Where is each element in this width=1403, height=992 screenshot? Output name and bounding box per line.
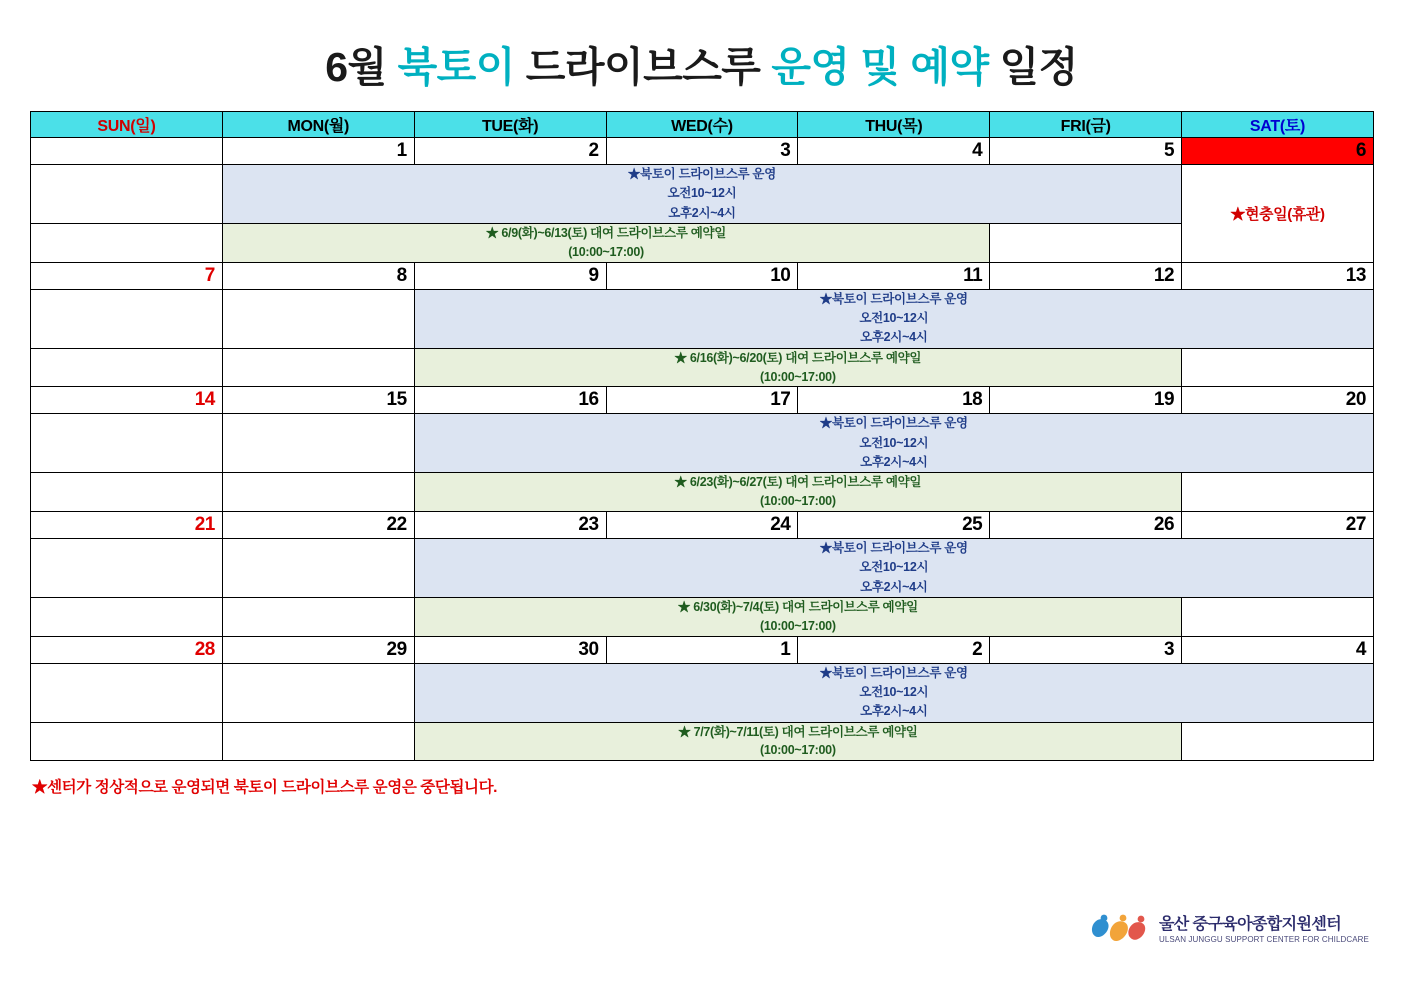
operation-line-morning-w2: 오전10~12시 bbox=[859, 311, 929, 325]
event-empty2-w1-fri bbox=[990, 224, 1182, 263]
date-cell-w5-thu: 2 bbox=[798, 636, 990, 663]
date-cell-w2-thu: 11 bbox=[798, 262, 990, 289]
date-cell-w2-fri: 12 bbox=[990, 262, 1182, 289]
event-empty-w5-sun bbox=[31, 663, 223, 722]
event-empty2-w3-mon bbox=[222, 473, 414, 512]
event-row-week4-reservation bbox=[31, 598, 1374, 637]
event-row-week3-operation bbox=[31, 414, 1374, 473]
weekday-header-sun: SUN(일) bbox=[31, 112, 223, 138]
event-row-week1-reservation bbox=[31, 224, 1374, 263]
operation-line-afternoon-w3: 오후2시~4시 bbox=[860, 455, 928, 469]
event-empty2-w3-sat bbox=[1182, 473, 1374, 512]
title-segment-drivethru: 드라이브스루 bbox=[514, 44, 772, 90]
date-cell-w2-tue: 9 bbox=[414, 262, 606, 289]
operation-line-afternoon: 오후2시~4시 bbox=[668, 205, 736, 220]
footer-note: ★센터가 정상적으로 운영되면 북토이 드라이브스루 운영은 중단됩니다. bbox=[32, 779, 498, 797]
logo-name-english: ULSAN JUNGGU SUPPORT CENTER FOR CHILDCARE bbox=[1158, 935, 1369, 945]
event-row-week2-reservation bbox=[31, 348, 1374, 387]
date-cell-w2-sat: 13 bbox=[1182, 262, 1374, 289]
reservation-line-period-w4: ★ 6/30(화)~7/4(토) 대여 드라이브스루 예약일 bbox=[677, 600, 918, 614]
event-row-week5-reservation bbox=[31, 722, 1374, 761]
title-segment-month: 6월 bbox=[325, 44, 398, 90]
event-block-reservation-w3 bbox=[414, 473, 1181, 512]
weekday-header-sat: SAT(토) bbox=[1182, 112, 1374, 138]
event-empty2-w2-sat bbox=[1182, 348, 1374, 387]
date-cell-w3-wed: 17 bbox=[606, 387, 798, 414]
operation-line-afternoon-w4: 오후2시~4시 bbox=[860, 579, 928, 594]
date-row-week1 bbox=[31, 138, 1374, 165]
event-empty-w4-sun bbox=[31, 538, 223, 597]
date-cell-w4-tue: 23 bbox=[414, 511, 606, 538]
event-empty-w3-sun bbox=[31, 414, 223, 473]
logo-text bbox=[1159, 916, 1369, 945]
date-row-week2 bbox=[31, 262, 1374, 289]
event-row-week4-operation bbox=[31, 538, 1374, 597]
operation-line-morning: 오전10~12시 bbox=[667, 186, 737, 201]
event-block-operation-w2 bbox=[414, 289, 1373, 348]
operation-line-afternoon-w2: 오후2시~4시 bbox=[860, 330, 928, 345]
date-cell-w1-mon: 1 bbox=[222, 138, 414, 165]
event-empty2-w1-sun bbox=[31, 224, 223, 263]
logo-mark-icon bbox=[1087, 912, 1149, 948]
event-empty-w5-mon bbox=[222, 663, 414, 722]
event-empty2-w5-sat bbox=[1182, 722, 1374, 761]
date-cell-w1-thu: 4 bbox=[798, 138, 990, 165]
weekday-header-thu: THU(목) bbox=[798, 112, 990, 138]
weekday-header-wed: WED(수) bbox=[606, 112, 798, 138]
date-cell-w2-mon: 8 bbox=[222, 262, 414, 289]
date-cell-w4-thu: 25 bbox=[798, 511, 990, 538]
operation-line-title-w5: ★북토이 드라이브스루 운영 bbox=[819, 665, 968, 680]
reservation-line-hours-w2: (10:00~17:00) bbox=[760, 369, 836, 384]
operation-line-title: ★북토이 드라이브스루 운영 bbox=[627, 167, 776, 181]
date-cell-w5-wed: 1 bbox=[606, 636, 798, 663]
event-row-week2-operation bbox=[31, 289, 1374, 348]
weekday-header-tue: TUE(화) bbox=[414, 112, 606, 138]
weekday-header-row bbox=[31, 112, 1374, 138]
date-cell-w1-sat: 6 bbox=[1182, 138, 1374, 165]
event-empty2-w4-mon bbox=[222, 598, 414, 637]
date-cell-w5-sun: 28 bbox=[31, 636, 223, 663]
date-cell-w4-fri: 26 bbox=[990, 511, 1182, 538]
date-cell-w3-sat: 20 bbox=[1182, 387, 1374, 414]
date-cell-w3-mon: 15 bbox=[222, 387, 414, 414]
reservation-line-period-w5: ★ 7/7(화)~7/11(토) 대여 드라이브스루 예약일 bbox=[678, 724, 918, 739]
event-block-reservation-w1 bbox=[222, 224, 989, 263]
date-cell-w5-sat: 4 bbox=[1182, 636, 1374, 663]
date-cell-w3-thu: 18 bbox=[798, 387, 990, 414]
date-cell-w1-fri: 5 bbox=[990, 138, 1182, 165]
operation-line-morning-w3: 오전10~12시 bbox=[859, 435, 929, 450]
operation-line-title-w2: ★북토이 드라이브스루 운영 bbox=[819, 291, 968, 306]
event-row-week1-operation bbox=[31, 165, 1374, 224]
operation-line-afternoon-w5: 오후2시~4시 bbox=[860, 704, 928, 719]
event-empty-w1-sun bbox=[31, 165, 223, 224]
event-empty-w2-sun bbox=[31, 289, 223, 348]
event-empty-w2-mon bbox=[222, 289, 414, 348]
date-row-week4 bbox=[31, 511, 1374, 538]
calendar-container bbox=[0, 111, 1403, 761]
event-block-reservation-w4 bbox=[414, 598, 1181, 637]
reservation-line-hours-w4: (10:00~17:00) bbox=[760, 618, 836, 633]
date-cell-w1-wed: 3 bbox=[606, 138, 798, 165]
date-cell-w1-sun bbox=[31, 138, 223, 165]
logo-name-korean: 울산 중구육아종합지원센터 bbox=[1158, 915, 1342, 933]
holiday-label-memorial-day: ★현충일(휴관) bbox=[1182, 165, 1374, 263]
title-segment-schedule: 일정 bbox=[988, 44, 1078, 90]
date-row-week5 bbox=[31, 636, 1374, 663]
title-segment-booktoy: 북토이 bbox=[397, 44, 515, 90]
organization-logo bbox=[1087, 912, 1369, 948]
operation-line-morning-w5: 오전10~12시 bbox=[859, 684, 929, 699]
reservation-line-period-w1: ★ 6/9(화)~6/13(토) 대여 드라이브스루 예약일 bbox=[486, 226, 727, 241]
weekday-header-mon: MON(월) bbox=[222, 112, 414, 138]
event-empty2-w4-sun bbox=[31, 598, 223, 637]
event-empty2-w4-sat bbox=[1182, 598, 1374, 637]
event-empty-w3-mon bbox=[222, 414, 414, 473]
reservation-line-period-w3: ★ 6/23(화)~6/27(토) 대여 드라이브스루 예약일 bbox=[674, 475, 922, 490]
date-cell-w3-sun: 14 bbox=[31, 387, 223, 414]
event-block-operation-w4 bbox=[414, 538, 1373, 597]
date-cell-w5-tue: 30 bbox=[414, 636, 606, 663]
event-block-operation-w3 bbox=[414, 414, 1373, 473]
date-cell-w1-tue: 2 bbox=[414, 138, 606, 165]
date-cell-w2-wed: 10 bbox=[606, 262, 798, 289]
event-empty2-w3-sun bbox=[31, 473, 223, 512]
operation-line-title-w3: ★북토이 드라이브스루 운영 bbox=[819, 416, 968, 431]
operation-line-title-w4: ★북토이 드라이브스루 운영 bbox=[819, 540, 968, 555]
event-block-operation-w1 bbox=[222, 165, 1181, 224]
date-row-week3 bbox=[31, 387, 1374, 414]
page-title bbox=[0, 0, 1403, 111]
operation-line-morning-w4: 오전10~12시 bbox=[859, 560, 929, 575]
event-row-week5-operation bbox=[31, 663, 1374, 722]
date-cell-w4-sun: 21 bbox=[31, 511, 223, 538]
reservation-line-hours-w1: (10:00~17:00) bbox=[568, 244, 644, 259]
date-cell-w2-sun: 7 bbox=[31, 262, 223, 289]
event-block-operation-w5 bbox=[414, 663, 1373, 722]
date-cell-w3-fri: 19 bbox=[990, 387, 1182, 414]
event-empty2-w2-sun bbox=[31, 348, 223, 387]
calendar-table bbox=[30, 111, 1374, 761]
event-block-reservation-w5 bbox=[414, 722, 1181, 761]
date-cell-w5-fri: 3 bbox=[990, 636, 1182, 663]
event-row-week3-reservation bbox=[31, 473, 1374, 512]
event-block-reservation-w2 bbox=[414, 348, 1181, 387]
date-cell-w4-sat: 27 bbox=[1182, 511, 1374, 538]
reservation-line-hours-w5: (10:00~17:00) bbox=[760, 743, 836, 758]
event-empty-w4-mon bbox=[222, 538, 414, 597]
date-cell-w4-wed: 24 bbox=[606, 511, 798, 538]
weekday-header-fri: FRI(금) bbox=[990, 112, 1182, 138]
date-cell-w3-tue: 16 bbox=[414, 387, 606, 414]
event-empty2-w5-mon bbox=[222, 722, 414, 761]
reservation-line-period-w2: ★ 6/16(화)~6/20(토) 대여 드라이브스루 예약일 bbox=[674, 350, 922, 365]
event-empty2-w2-mon bbox=[222, 348, 414, 387]
reservation-line-hours-w3: (10:00~17:00) bbox=[760, 494, 836, 509]
title-segment-operation: 운영 및 예약 bbox=[771, 44, 989, 90]
event-empty2-w5-sun bbox=[31, 722, 223, 761]
date-cell-w4-mon: 22 bbox=[222, 511, 414, 538]
date-cell-w5-mon: 29 bbox=[222, 636, 414, 663]
